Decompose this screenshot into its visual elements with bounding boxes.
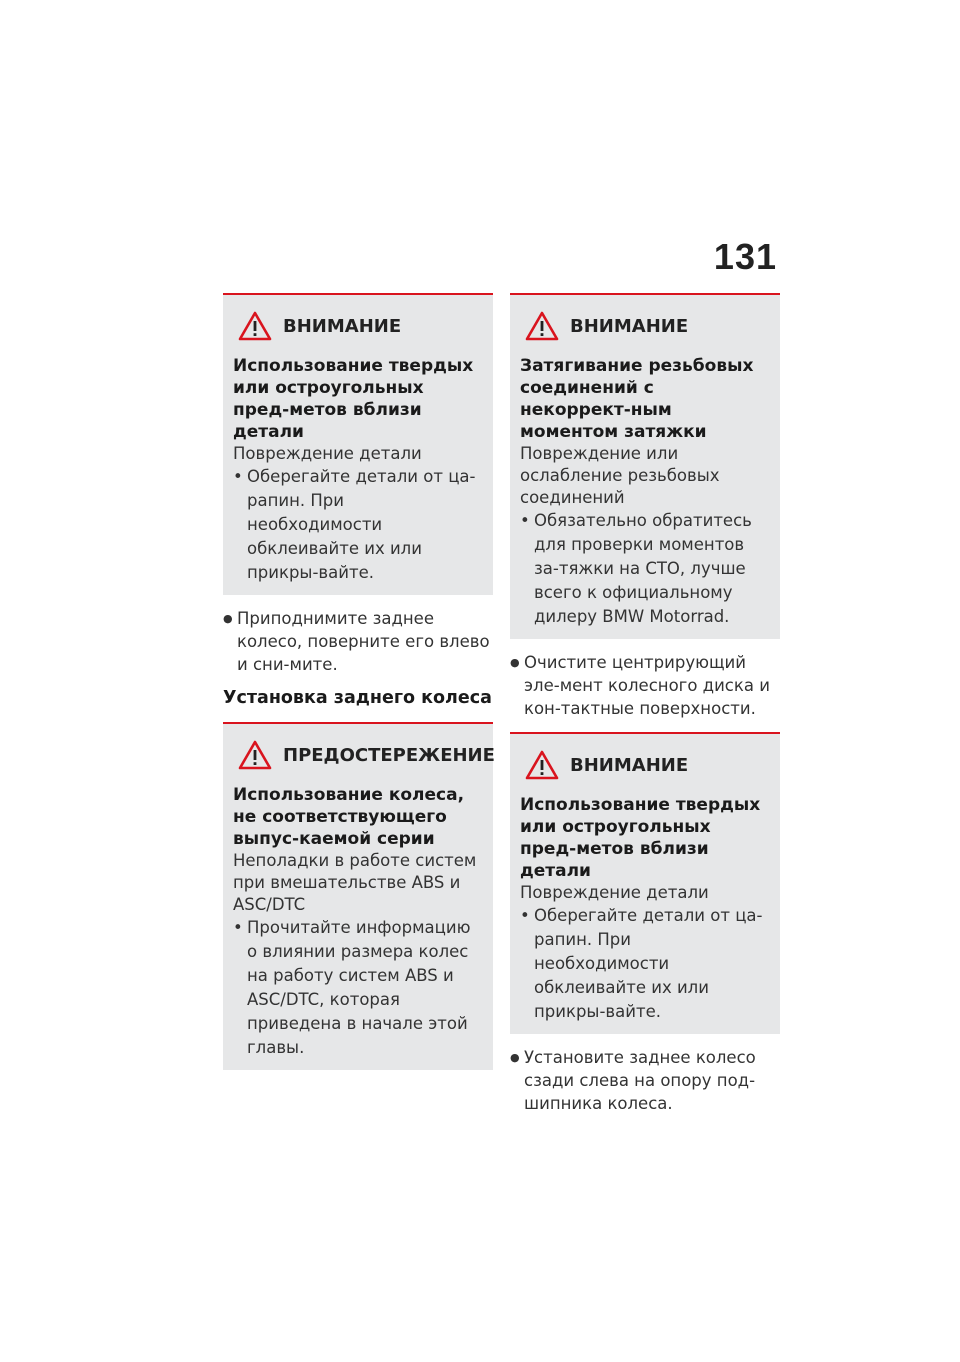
- warning-box-caution: [223, 722, 493, 1070]
- step-clean-centering: ● Очистите центрирующий эле-мент колесного диска и кон-тактные поверхности.: [510, 651, 780, 720]
- warning-measures: [233, 916, 483, 1060]
- warning-header: [524, 748, 770, 782]
- section-heading: Установка заднего колеса: [223, 688, 492, 708]
- warning-consequence: Повреждение детали: [233, 444, 422, 463]
- warning-title: Затягивание резьбовых соединений с некоррект-ным моментом затяжки: [520, 356, 754, 442]
- warning-triangle-icon: [524, 310, 560, 342]
- list-item: • Прочитайте информацию о влиянии размера колес на работу систем ABS и ASC/DTC, которая приведена в начале этой главы.: [233, 916, 483, 1060]
- warning-label: ВНИМАНИЕ: [570, 315, 689, 337]
- step-remove-rear-wheel: ● Приподнимите заднее колесо, поверните его влево и сни-мите.: [223, 607, 493, 676]
- warning-title: Использование колеса, не соответствующего выпус-каемой серии: [233, 785, 465, 849]
- warning-consequence: Повреждение детали: [520, 883, 709, 902]
- warning-label: ВНИМАНИЕ: [283, 315, 402, 337]
- warning-consequence: Неполадки в работе систем при вмешательстве ABS и ASC/DTC: [233, 851, 477, 914]
- list-item: • Оберегайте детали от ца-рапин. При необходимости обклеивайте их или прикры-вайте.: [520, 904, 770, 1024]
- warning-triangle-icon: [237, 739, 273, 771]
- left-column: [223, 293, 493, 1082]
- warning-box-attention-1: [223, 293, 493, 595]
- warning-title: Использование твердых или остроугольных пред-метов вблизи детали: [233, 356, 474, 442]
- right-column: [510, 293, 780, 1127]
- list-item: • Обязательно обратитесь для проверки моментов за-тяжки на СТО, лучше всего к официальному дилеру BMW Motorrad.: [520, 509, 770, 629]
- warning-measures: [520, 509, 770, 629]
- warning-triangle-icon: [524, 749, 560, 781]
- warning-box-attention-2: [510, 293, 780, 639]
- warning-measures: [233, 465, 483, 585]
- warning-measures: [520, 904, 770, 1024]
- warning-box-attention-3: [510, 732, 780, 1034]
- warning-label: ПРЕДОСТЕРЕЖЕНИЕ: [283, 744, 495, 766]
- warning-label: ВНИМАНИЕ: [570, 754, 689, 776]
- warning-header: [524, 309, 770, 343]
- page-number: 131: [713, 236, 777, 277]
- warning-triangle-icon: [237, 310, 273, 342]
- warning-consequence: Повреждение или ослабление резьбовых соединений: [520, 444, 720, 507]
- warning-title: Использование твердых или остроугольных пред-метов вблизи детали: [520, 795, 761, 881]
- list-item: • Оберегайте детали от ца-рапин. При необходимости обклеивайте их или прикры-вайте.: [233, 465, 483, 585]
- warning-header: [237, 738, 495, 772]
- step-install-rear-wheel: ● Установите заднее колесо сзади слева на опору под-шипника колеса.: [510, 1046, 780, 1115]
- warning-header: [237, 309, 483, 343]
